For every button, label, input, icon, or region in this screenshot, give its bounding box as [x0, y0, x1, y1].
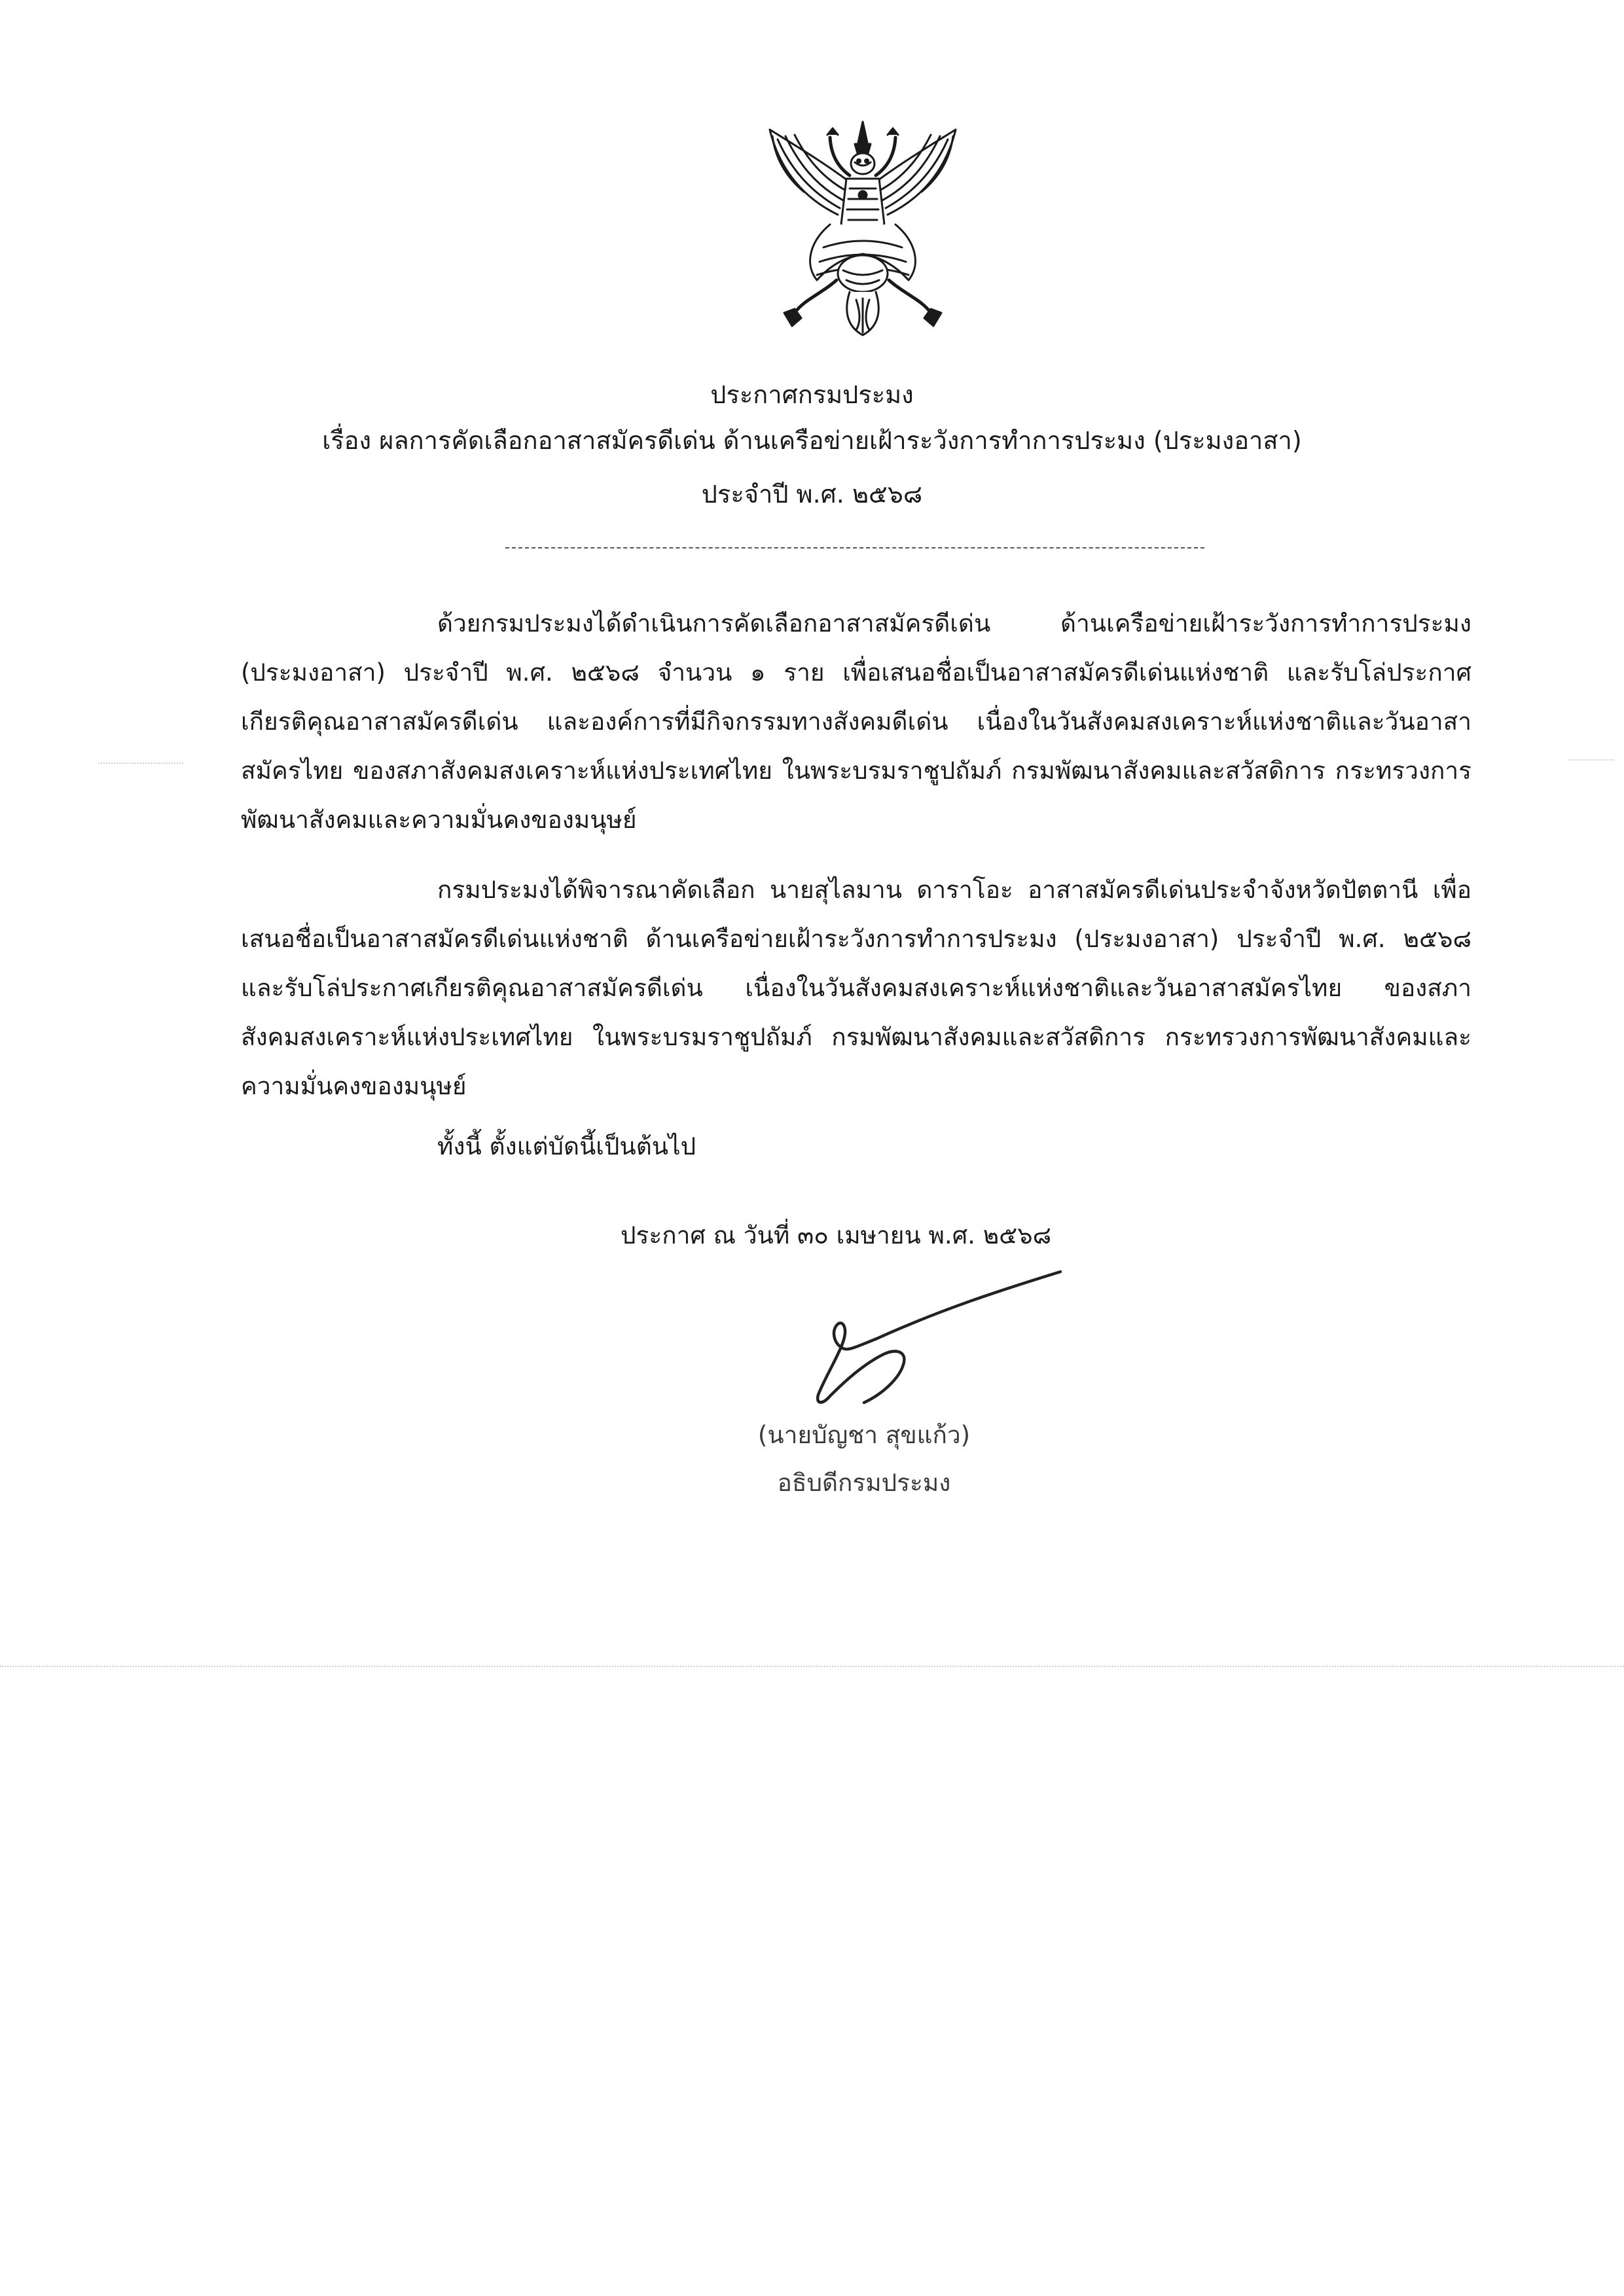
announcement-date: ประกาศ ณ วันที่ ๓๐ เมษายน พ.ศ. ๒๕๖๘: [621, 1221, 1052, 1249]
announcement-year: ประจำปี พ.ศ. ๒๕๖๘: [701, 480, 923, 509]
header-divider: [505, 547, 1204, 548]
announcement-issuer: ประกาศกรมประมง: [710, 380, 914, 409]
body-paragraph-1: ด้วยกรมประมงได้ดำเนินการคัดเลือกอาสาสมัครดีเด่น ด้านเครือข่ายเฝ้าระวังการทำการประมง (ประมงอาสา) ประจำปี พ.ศ. ๒๕๖๘ จำนวน ๑ ราย เพื่อเสนอชื่อเป็นอาสาสมัครดีเด่นแห่งชาติ และรับโล่ประกาศเกียรติคุณอาสาสมัครดีเด่น และองค์การที่มีกิจกรรมทางสังคมดีเด่น เนื่องในวันสังคมสงเคราะห์แห่งชาติและวันอาสาสมัครไทย ของสภาสังคมสงเคราะห์แห่งประเทศไทย ในพระบรมราชูปถัมภ์ กรมพัฒนาสังคมและสวัสดิการ กระทรวงการพัฒนาสังคมและความมั่นคงของมนุษย์: [241, 609, 1471, 834]
scan-artifact-right: [1568, 759, 1614, 761]
handwritten-signature: [779, 1266, 1087, 1417]
announcement-subject: เรื่อง ผลการคัดเลือกอาสาสมัครดีเด่น ด้านเครือข่ายเฝ้าระวังการทำการประมง (ประมงอาสา): [322, 426, 1302, 455]
scan-artifact-left: [98, 762, 183, 764]
closing-statement: ทั้งนี้ ตั้งแต่บัดนี้เป็นต้นไป: [437, 1132, 696, 1160]
signatory-title: อธิบดีกรมประมง: [777, 1469, 951, 1497]
body-paragraph-2: กรมประมงได้พิจารณาคัดเลือก นายสุไลมาน ดาราโอะ อาสาสมัครดีเด่นประจำจังหวัดปัตตานี เพื่อเสนอชื่อเป็นอาสาสมัครดีเด่นแห่งชาติ ด้านเครือข่ายเฝ้าระวังการทำการประมง (ประมงอาสา) ประจำปี พ.ศ. ๒๕๖๘ และรับโล่ประกาศเกียรติคุณอาสาสมัครดีเด่น เนื่องในวันสังคมสงเคราะห์แห่งชาติและวันอาสาสมัครไทย ของสภาสังคมสงเคราะห์แห่งประเทศไทย ในพระบรมราชูปถัมภ์ กรมพัฒนาสังคมและสวัสดิการ กระทรวงการพัฒนาสังคมและความมั่นคงของมนุษย์: [241, 876, 1471, 1100]
signatory-name: (นายบัญชา สุขแก้ว): [757, 1421, 971, 1449]
scan-artifact-bottom: [0, 1666, 1624, 1667]
garuda-emblem-icon: [751, 117, 974, 339]
